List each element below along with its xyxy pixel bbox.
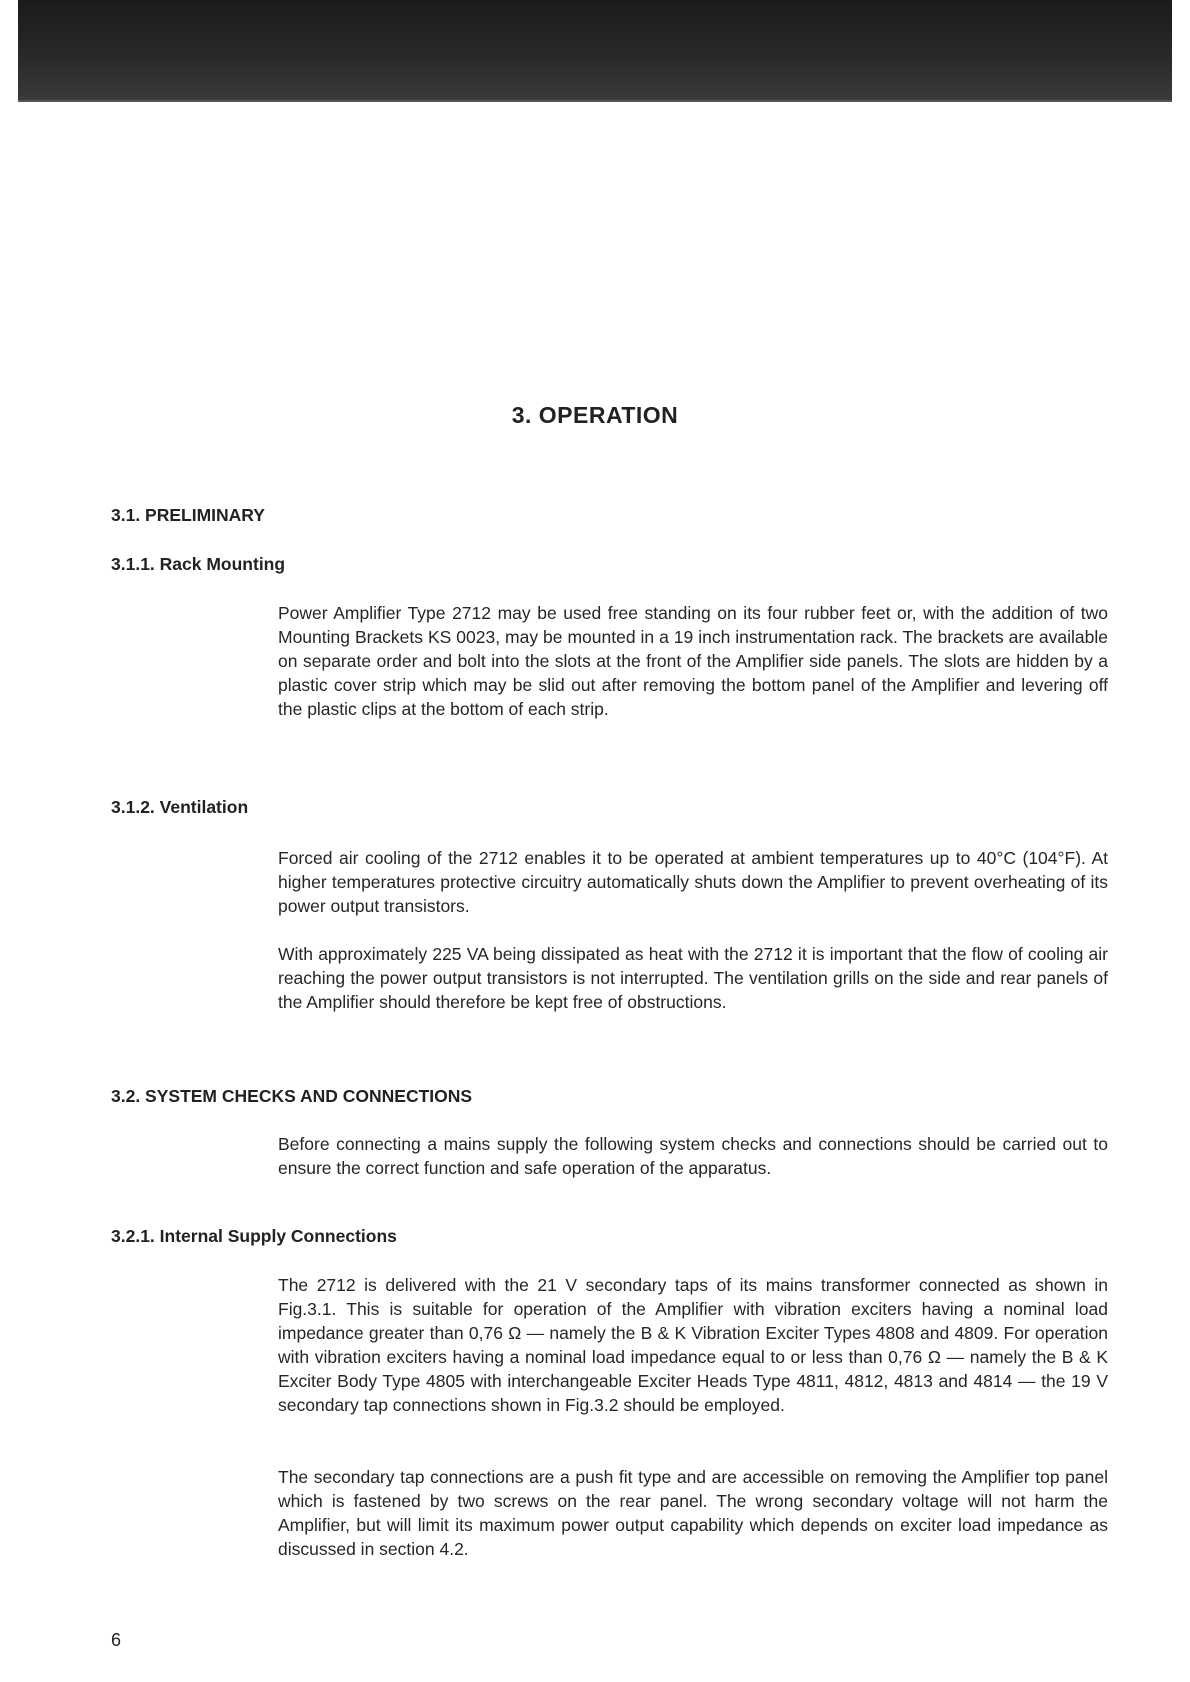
page-number: 6: [111, 1630, 122, 1650]
section-heading-preliminary: 3.1. PRELIMINARY: [111, 505, 265, 525]
scanned-page-header-bar: [18, 0, 1172, 102]
section-heading-internal-supply: 3.2.1. Internal Supply Connections: [111, 1226, 397, 1246]
chapter-title: 3. OPERATION: [511, 402, 679, 428]
section-heading-system-checks: 3.2. SYSTEM CHECKS AND CONNECTIONS: [111, 1086, 473, 1106]
paragraph-internal-supply-2: The secondary tap connections are a push fit type and are accessible on removing the Amplifier top panel which is fastened by two screws on the rear panel. The wrong secondary voltage will not harm the Amplifier, but will limit its maximum power output capability which depends on exciter load impedance as discussed in section 4.2.: [278, 1467, 1108, 1559]
paragraph-ventilation-2: With approximately 225 VA being dissipated as heat with the 2712 it is important that the flow of cooling air reaching the power output transistors is not interrupted. The ventilation grills on the side and rear panels of the Amplifier should therefore be kept free of obstructions.: [278, 944, 1108, 1012]
section-heading-ventilation: 3.1.2. Ventilation: [111, 797, 249, 817]
paragraph-internal-supply-1: The 2712 is delivered with the 21 V secondary taps of its mains transformer connected as shown in Fig.3.1. This is suitable for operation of the Amplifier with vibration exciters having a nominal load impedance greater than 0,76 Ω — namely the B & K Vibration Exciter Types 4808 and 4809. For operation with vibration exciters having a nominal load impedance equal to or less than 0,76 Ω — namely the B & K Exciter Body Type 4805 with interchangeable Exciter Heads Type 4811, 4812, 4813 and 4814 — the 19 V secondary tap connections shown in Fig.3.2 should be employed.: [278, 1275, 1108, 1415]
paragraph-rack-mounting: Power Amplifier Type 2712 may be used free standing on its four rubber feet or, with the addition of two Mounting Brackets KS 0023, may be mounted in a 19 inch instrumentation rack. The brackets are available on separate order and bolt into the slots at the front of the Amplifier side panels. The slots are hidden by a plastic cover strip which may be slid out after removing the bottom panel of the Amplifier and levering off the plastic clips at the bottom of each strip.: [278, 603, 1108, 719]
paragraph-ventilation-1: Forced air cooling of the 2712 enables it to be operated at ambient temperatures up to 40°C (104°F). At higher temperatures protective circuitry automatically shuts down the Amplifier to prevent overheating of its power output transistors.: [278, 848, 1108, 916]
paragraph-system-checks: Before connecting a mains supply the following system checks and connections should be carried out to ensure the correct function and safe operation of the apparatus.: [278, 1134, 1108, 1178]
section-heading-rack-mounting: 3.1.1. Rack Mounting: [111, 554, 286, 574]
